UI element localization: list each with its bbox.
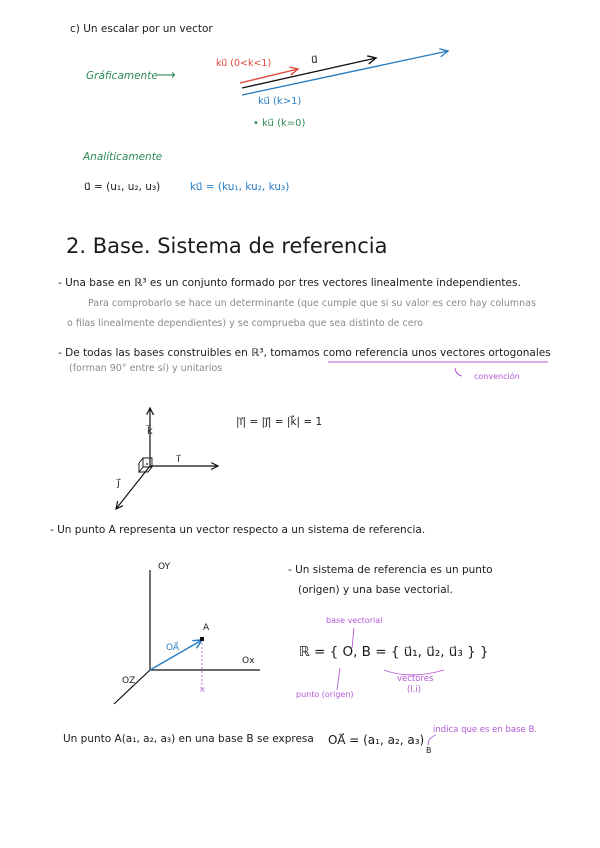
note-determinante-2: o filas linealmente dependientes) y se comprueba que sea distinto de cero [67, 318, 424, 329]
reference-system-equation: ℝ = { O, B = { u⃗₁, u⃗₂, u⃗₃ } } [299, 644, 489, 660]
annot-indica [428, 735, 436, 745]
note-ortogonales: (forman 90° entre sí) y unitarios [69, 363, 223, 374]
basis-axes-diagram [116, 408, 218, 509]
axis-label-i: i⃗ [177, 454, 180, 465]
label-indica-base-b: indica que es en base B. [433, 725, 537, 735]
point-a-label: A [203, 623, 210, 633]
bullet-bases-ortogonales: - De todas las bases construibles en ℝ³, tomamos como referencia unos vectores ortogonales [58, 347, 551, 359]
u-definition: u⃗ = (u₁, u₂, u₃) [84, 181, 161, 193]
oa-expression: OA⃗ = (a₁, a₂, a₃) [328, 733, 425, 747]
def-sistema-referencia-2: (origen) y una base vectorial. [298, 584, 453, 596]
axis-label-j: j⃗ [117, 478, 120, 489]
ku-definition: ku⃗ = (ku₁, ku₂, ku₃) [190, 181, 290, 193]
vector-oa-label: OA⃗ [166, 643, 180, 653]
label-convencion: convención [474, 372, 520, 381]
axis-label-k: k⃗ [147, 426, 153, 437]
label-vectores: vectores [397, 674, 434, 684]
axis-label-ox: Ox [242, 656, 255, 666]
label-ku-small: ku⃗ (0<k<1) [216, 58, 272, 69]
label-li: (l.i) [407, 685, 422, 695]
bullet-punto-a: - Un punto A representa un vector respecto a un sistema de referencia. [50, 524, 426, 536]
note-determinante-1: Para comprobarlo se hace un determinante (que cumple que si su valor es cero hay columnas [88, 298, 536, 309]
annot-punto-origen [337, 668, 340, 690]
label-graficamente: Gráficamente [86, 70, 158, 82]
def-sistema-referencia-1: - Un sistema de referencia es un punto [288, 564, 493, 576]
heading-escalar-por-vector: c) Un escalar por un vector [70, 23, 213, 35]
bullet-base-definition: - Una base en ℝ³ es un conjunto formado por tres vectores linealmente independientes. [58, 277, 521, 289]
label-analiticamente: Analíticamente [83, 151, 163, 163]
axis-label-oz: OZ [122, 676, 136, 686]
convencion-brace [455, 368, 462, 376]
reference-frame-diagram [114, 570, 260, 704]
svg-text:×: × [199, 685, 206, 694]
label-u: u⃗ [311, 54, 318, 66]
label-ku-large: ku⃗ (k>1) [258, 96, 302, 107]
subscript-b: B [426, 746, 432, 755]
label-base-vectorial: base vectorial [326, 616, 383, 625]
arrow-right-icon: ⟶ [157, 68, 176, 83]
label-ku-zero: • ku⃗ (k=0) [253, 118, 306, 129]
label-punto-origen: punto (origen) [296, 690, 354, 699]
section-title: 2. Base. Sistema de referencia [66, 234, 388, 258]
vector-ku-large [242, 51, 448, 95]
vector-ku-small [240, 69, 298, 83]
final-expression-text: Un punto A(a₁, a₂, a₃) en una base B se expresa [63, 733, 314, 745]
axis-label-oy: OY [158, 562, 171, 572]
unit-norms: |i⃗| = |j⃗| = |k⃗| = 1 [236, 416, 323, 428]
